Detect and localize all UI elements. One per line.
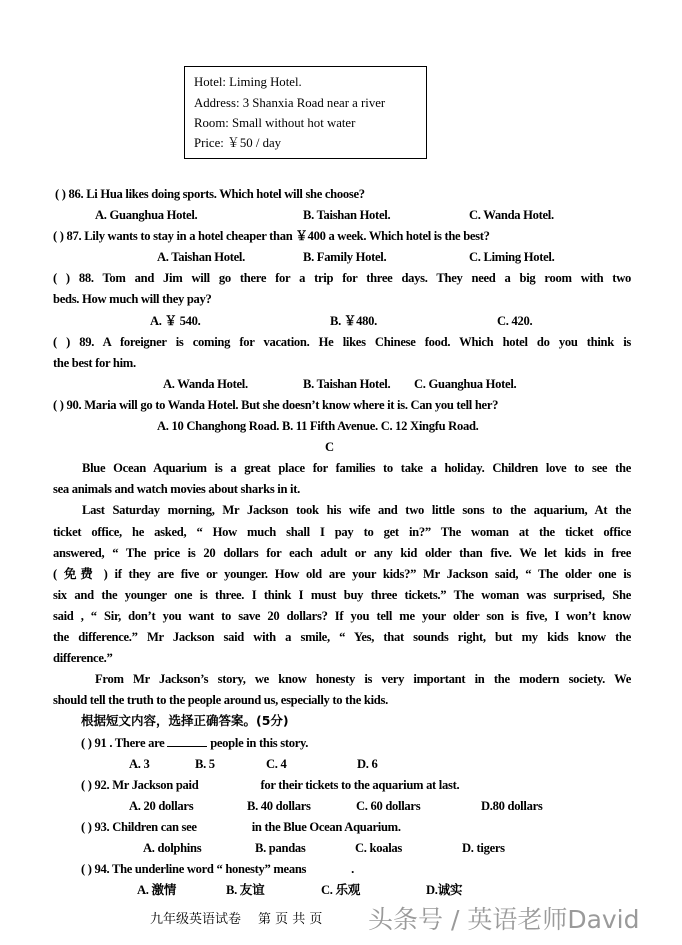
question-91: [81, 735, 308, 751]
answer-paren: ( ): [81, 736, 92, 750]
option-a: A. Taishan Hotel.: [157, 250, 245, 264]
passage-line: sea animals and watch movies about sharks in it.: [53, 482, 300, 496]
option-b: B. 5: [195, 757, 215, 771]
option-d: D. tigers: [462, 841, 505, 855]
option-a: A. ￥ 540.: [150, 314, 201, 328]
option-b: B. ￥480.: [330, 314, 377, 328]
question-text: 89. A foreigner is coming for vacation. He likes Chinese food. Which hotel do you think is: [79, 335, 631, 349]
answer-paren: ( ): [55, 187, 66, 201]
passage-line: six and the younger one is three. I think I must buy three tickets.” The woman was surprised, She: [53, 588, 631, 602]
option-a: A. Guanghua Hotel.: [95, 208, 198, 222]
question-text: 86. Li Hua likes doing sports. Which hotel will she choose?: [68, 187, 365, 201]
passage-line: said , “ Sir, don’t you want to save 20 dollars? If you tell me your older son is five, I won’t know: [53, 609, 631, 623]
passage-line: the difference.” Mr Jackson said with a smile, “ Yes, that sounds right, but my kids know the: [53, 630, 631, 644]
hotel-price: Price: ￥50 / day: [194, 136, 282, 150]
question-88: [53, 270, 631, 286]
option-a: A. Wanda Hotel.: [163, 377, 248, 391]
option-d: D. 6: [357, 757, 378, 771]
question-94: [81, 861, 354, 877]
option-c: C. Guanghua Hotel.: [414, 377, 517, 391]
question-text: 88. Tom and Jim will go there for a trip for three days. They need a big room with two: [78, 271, 631, 285]
option-b: B. Taishan Hotel.: [303, 377, 391, 391]
hotel-name: Hotel: Liming Hotel.: [194, 75, 302, 89]
option-c: C. Liming Hotel.: [469, 250, 555, 264]
option-c: C. koalas: [355, 841, 402, 855]
passage-line: From Mr Jackson’s story, we know honesty is very important in the modern society. We: [95, 672, 631, 686]
section-heading: C: [325, 440, 334, 454]
option-b: B. 40 dollars: [247, 799, 311, 813]
question-93: [81, 819, 401, 835]
passage-line: ticket office, he asked, “ How much shall I pay to get in?” The woman at the ticket office: [53, 525, 631, 539]
passage-line: ( 免费 ) if they are five or younger. How old are your kids?” Mr Jackson said, “ The older one is: [53, 567, 631, 581]
question-text: 94. The underline word “ honesty” means: [94, 862, 307, 876]
answer-paren: ( ): [81, 862, 92, 876]
footer-page: 第 页 共 页: [258, 912, 323, 927]
passage-line: answered, “ The price is 20 dollars for each adult or any kid older than five. We let kids in free: [53, 546, 631, 560]
question-text: 91 . There are: [94, 736, 165, 750]
option-b: B. Taishan Hotel.: [303, 208, 391, 222]
option-d: D.80 dollars: [481, 799, 543, 813]
answer-paren: ( ): [53, 229, 64, 243]
answer-blank: [167, 735, 207, 747]
answer-paren: ( ): [53, 398, 64, 412]
option-b: B. 友谊: [226, 883, 265, 897]
passage-line: Last Saturday morning, Mr Jackson took his wife and two little sons to the aquarium, At the: [82, 503, 631, 517]
question-text: 90. Maria will go to Wanda Hotel. But she doesn’t know where it is. Can you tell her?: [66, 398, 499, 412]
question-text-cont: the best for him.: [53, 356, 136, 370]
passage-line: Blue Ocean Aquarium is a great place for families to take a holiday. Children love to see the: [82, 461, 631, 475]
footer-title: 九年级英语试卷: [150, 912, 242, 927]
option-c: C. 60 dollars: [356, 799, 421, 813]
answer-paren: ( ): [81, 778, 92, 792]
answer-paren: ( ): [81, 820, 92, 834]
question-89: [53, 334, 631, 350]
question-text-after: .: [351, 862, 354, 876]
question-text-cont: beds. How much will they pay?: [53, 292, 212, 306]
option-c: C. Wanda Hotel.: [469, 208, 554, 222]
hotel-address: Address: 3 Shanxia Road near a river: [194, 96, 386, 110]
question-90: [53, 397, 498, 413]
instruction: 根据短文内容，选择正确答案。(5分): [81, 713, 289, 728]
question-text: 87. Lily wants to stay in a hotel cheaper than ￥400 a week. Which hotel is the best?: [66, 229, 490, 243]
option-c: C. 420.: [497, 314, 533, 328]
question-text: 92. Mr Jackson paid: [94, 778, 199, 792]
question-87: [53, 228, 490, 244]
question-text: people in this story.: [210, 736, 309, 750]
options: A. 10 Changhong Road. B. 11 Fifth Avenue. C. 12 Xingfu Road.: [157, 419, 479, 433]
option-d: D.诚实: [426, 883, 463, 897]
option-c: C. 乐观: [321, 883, 361, 897]
option-b: B. pandas: [255, 841, 306, 855]
hotel-info-box: [184, 66, 427, 159]
answer-paren: ( ): [53, 335, 71, 349]
option-c: C. 4: [266, 757, 287, 771]
question-text-after: in the Blue Ocean Aquarium.: [251, 820, 401, 834]
option-a: A. 激情: [137, 883, 177, 897]
answer-paren: ( ): [53, 271, 70, 285]
option-a: A. 3: [129, 757, 150, 771]
question-text-after: for their tickets to the aquarium at last.: [260, 778, 460, 792]
watermark: 头条号 / 英语老师David: [368, 905, 640, 934]
question-text: 93. Children can see: [94, 820, 197, 834]
hotel-room: Room: Small without hot water: [194, 116, 356, 130]
question-86: [55, 186, 365, 202]
passage-line: difference.”: [53, 651, 113, 665]
passage-line: should tell the truth to the people around us, especially to the kids.: [53, 693, 388, 707]
option-a: A. dolphins: [143, 841, 202, 855]
question-92: [81, 777, 459, 793]
option-a: A. 20 dollars: [129, 799, 194, 813]
option-b: B. Family Hotel.: [303, 250, 387, 264]
